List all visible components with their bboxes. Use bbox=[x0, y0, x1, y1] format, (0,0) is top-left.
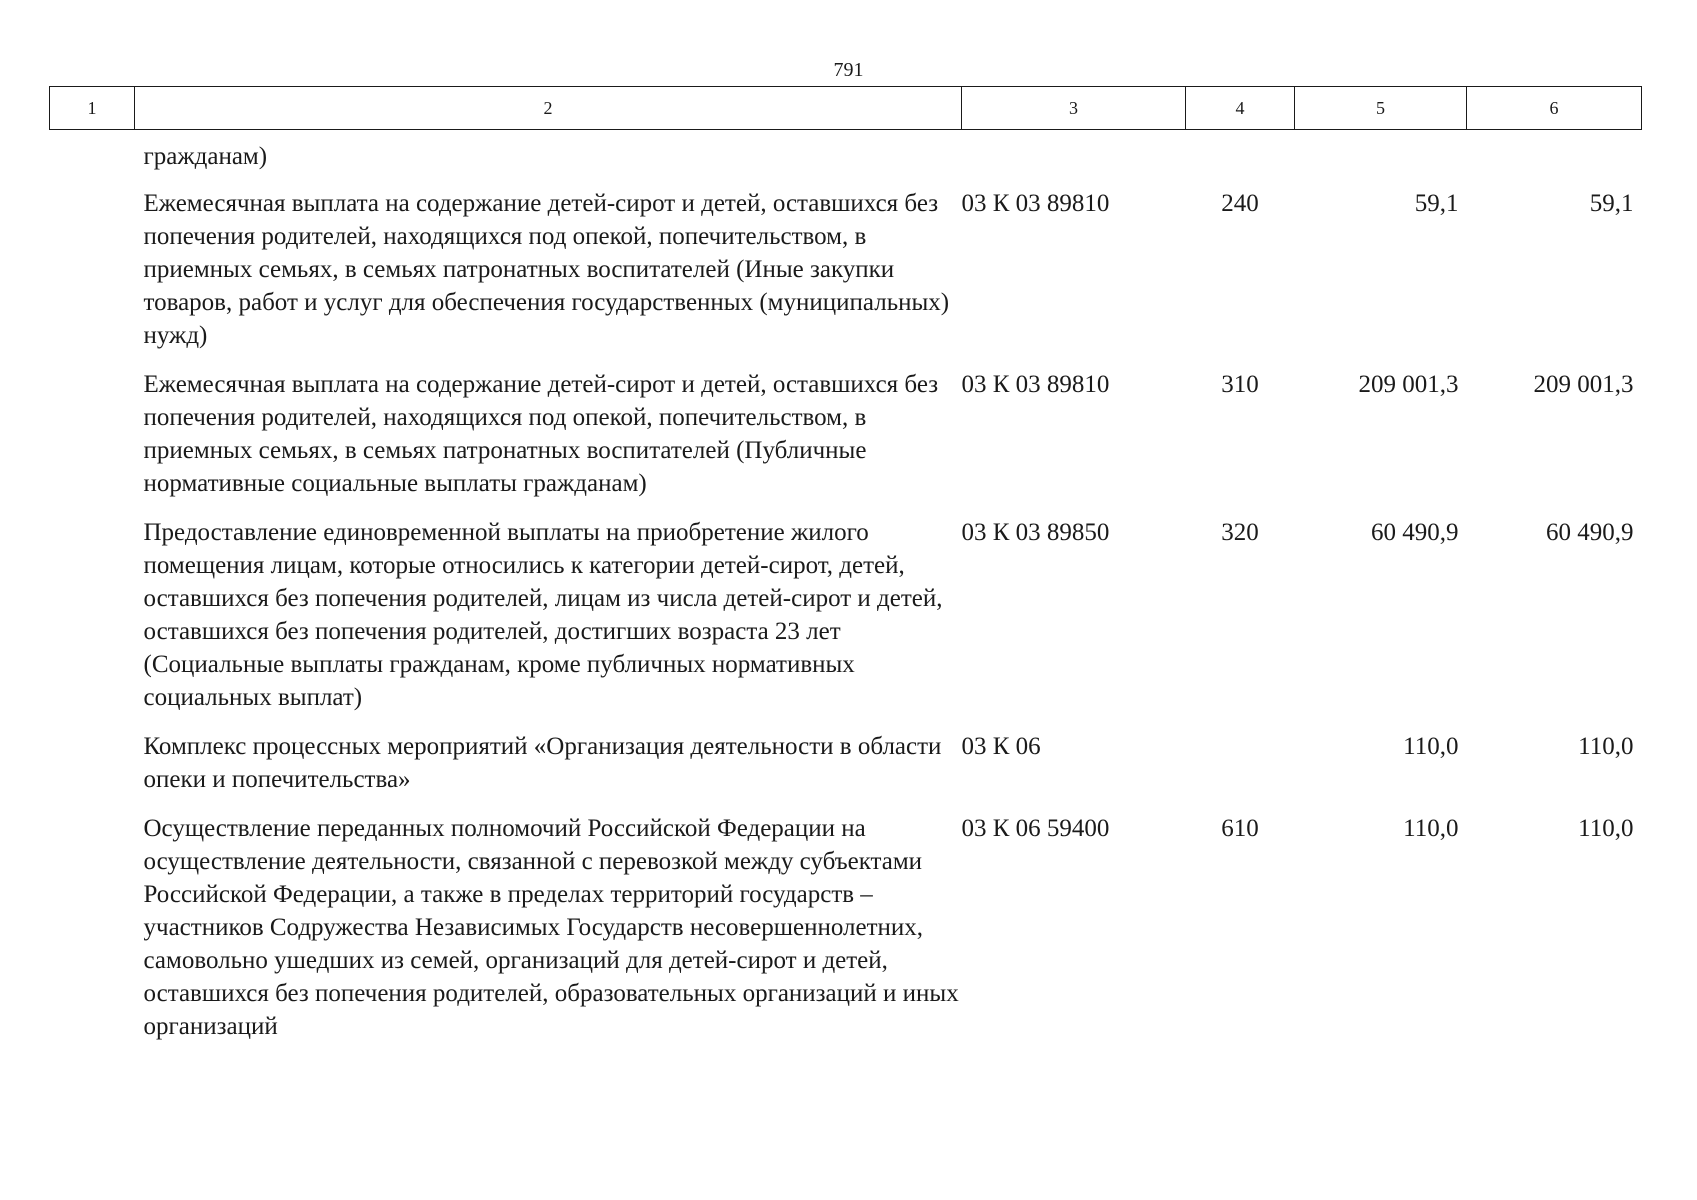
table-row bbox=[50, 810, 1642, 1057]
row-name: Предоставление единовременной выплаты на приобретение жилого помещения лицам, которые относились к категории детей-сирот, детей, оставшихся без попечения родителей, лицам из числа детей-сирот и детей, оставшихся без попечения родителей, достигших возраста 23 лет (Социальные выплаты гражданам, кроме публичных нормативных социальных выплат) bbox=[143, 519, 943, 711]
table-row bbox=[50, 366, 1642, 514]
row-name: Комплекс процессных мероприятий «Организация деятельности в области опеки и попечительства» bbox=[143, 733, 942, 793]
row-sum-6: 110,0 bbox=[1578, 733, 1634, 760]
row-expense-type bbox=[1186, 728, 1295, 810]
table-row bbox=[50, 514, 1642, 728]
row-code: 03 К 03 89810 bbox=[961, 190, 1110, 217]
row-sum-6: 209 001,3 bbox=[1533, 371, 1634, 398]
row-name: Ежемесячная выплата на содержание детей-сирот и детей, оставшихся без попечения родителей, находящихся под опекой, попечительством, в приемных семьях, в семьях патронатных воспитателей (Публичные нормативные социальные выплаты гражданам) bbox=[143, 371, 939, 497]
row-sum-5 bbox=[1295, 130, 1467, 186]
row-sum-5: 60 490,9 bbox=[1371, 519, 1459, 546]
page-number: 791 bbox=[833, 59, 864, 81]
column-number-header-row bbox=[50, 87, 1642, 130]
row-expense-type: 310 bbox=[1221, 371, 1259, 398]
row-sum-6: 110,0 bbox=[1578, 815, 1634, 842]
row-sum-6: 59,1 bbox=[1589, 190, 1634, 217]
row-sum-6 bbox=[1467, 130, 1642, 186]
row-code: 03 К 06 59400 bbox=[961, 815, 1110, 842]
column-number-1: 1 bbox=[50, 87, 135, 130]
row-expense-type: 240 bbox=[1221, 190, 1259, 217]
column-number-5: 5 bbox=[1295, 87, 1467, 130]
row-sum-5: 110,0 bbox=[1403, 815, 1459, 842]
row-sum-5: 59,1 bbox=[1414, 190, 1459, 217]
row-sum-6: 60 490,9 bbox=[1546, 519, 1634, 546]
row-expense-type: 610 bbox=[1221, 815, 1259, 842]
row-code bbox=[962, 130, 1186, 186]
row-name: Осуществление переданных полномочий Российской Федерации на осуществление деятельности, связанной с перевозкой между субъектами Российской Федерации, а также в пределах территорий государств – участников Содружества Независимых Государств несовершеннолетних, самовольно ушедших из семей, организаций для детей-сирот и детей, оставшихся без попечения родителей, образовательных организаций и иных организаций bbox=[143, 815, 959, 1040]
table-row bbox=[50, 728, 1642, 810]
column-number-6: 6 bbox=[1467, 87, 1642, 130]
row-sum-5: 209 001,3 bbox=[1358, 371, 1459, 398]
row-name: Ежемесячная выплата на содержание детей-сирот и детей, оставшихся без попечения родителей, находящихся под опекой, попечительством, в приемных семьях, в семьях патронатных воспитателей (Иные закупки товаров, работ и услуг для обеспечения государственных (муниципальных) нужд) bbox=[143, 190, 950, 349]
table-row bbox=[50, 185, 1642, 366]
column-number-4: 4 bbox=[1186, 87, 1295, 130]
row-name: гражданам) bbox=[143, 143, 268, 170]
row-expense-type: 320 bbox=[1221, 519, 1259, 546]
row-code: 03 К 06 bbox=[961, 733, 1041, 760]
budget-table bbox=[49, 86, 1642, 1057]
row-code: 03 К 03 89810 bbox=[961, 371, 1110, 398]
column-number-3: 3 bbox=[962, 87, 1186, 130]
row-code: 03 К 03 89850 bbox=[961, 519, 1110, 546]
row-sum-5: 110,0 bbox=[1403, 733, 1459, 760]
row-expense-type bbox=[1186, 130, 1295, 186]
column-number-2: 2 bbox=[135, 87, 962, 130]
table-row bbox=[50, 130, 1642, 186]
